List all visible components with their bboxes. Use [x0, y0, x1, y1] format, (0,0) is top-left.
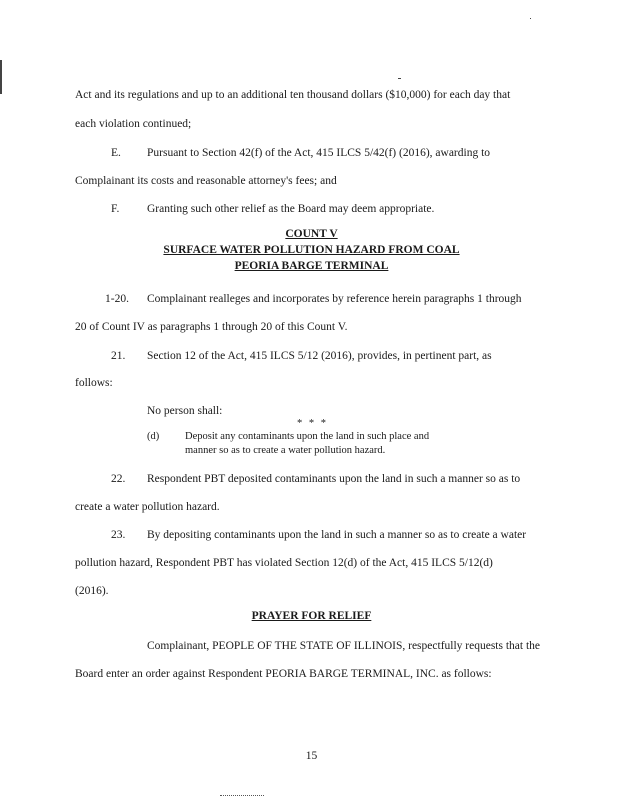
item-f-label: F. — [111, 203, 120, 215]
para-21-text-2: follows: — [75, 377, 113, 389]
para-22-text-2: create a water pollution hazard. — [75, 501, 220, 513]
quote-intro: No person shall: — [147, 405, 223, 417]
quote-item-text-2: manner so as to create a water pollution hazard. — [185, 445, 386, 456]
footer-rule — [220, 795, 264, 797]
prayer-text-2: Board enter an order against Respondent PEORIA BARGE TERMINAL, INC. as follows: — [75, 668, 492, 680]
quote-item-text-1: Deposit any contaminants upon the land in such place and — [185, 431, 430, 442]
item-f-text: Granting such other relief as the Board may deem appropriate. — [147, 203, 435, 215]
quote-item-label: (d) — [147, 431, 160, 442]
scan-mark-dot-2 — [530, 18, 531, 19]
para-23-text-2: pollution hazard, Respondent PBT has violated Section 12(d) of the Act, 415 ILCS 5/12(d) — [75, 557, 493, 569]
para-23-label: 23. — [111, 529, 126, 541]
body-line-4: Complainant its costs and reasonable attorney's fees; and — [75, 175, 337, 187]
prayer-text-1: Complainant, PEOPLE OF THE STATE OF ILLINOIS, respectfully requests that the — [147, 640, 541, 652]
scan-mark-left — [0, 60, 2, 94]
item-e-text: Pursuant to Section 42(f) of the Act, 415 ILCS 5/42(f) (2016), awarding to — [147, 147, 491, 159]
para-22-label: 22. — [111, 473, 126, 485]
para-21-label: 21. — [111, 350, 126, 362]
quote-ellipsis: * * * — [297, 418, 328, 429]
count-heading-3: PEORIA BARGE TERMINAL — [234, 260, 389, 272]
scan-mark-dot — [398, 78, 401, 79]
para-22-text-1: Respondent PBT deposited contaminants upon the land in such a manner so as to — [147, 473, 521, 485]
para-23-text-3: (2016). — [75, 585, 109, 597]
para-1-20-text-1: Complainant realleges and incorporates by reference herein paragraphs 1 through — [147, 293, 522, 305]
para-23-text-1: By depositing contaminants upon the land in such a manner so as to create a water — [147, 529, 527, 541]
para-1-20-text-2: 20 of Count IV as paragraphs 1 through 20 of this Count V. — [75, 321, 348, 333]
count-heading-1: COUNT V — [285, 228, 338, 240]
body-line-1: Act and its regulations and up to an additional ten thousand dollars ($10,000) for each day that — [75, 89, 511, 101]
para-1-20-label: 1-20. — [105, 293, 129, 305]
item-e-label: E. — [111, 147, 121, 159]
body-line-2: each violation continued; — [75, 118, 192, 130]
prayer-heading: PRAYER FOR RELIEF — [251, 610, 372, 622]
para-21-text-1: Section 12 of the Act, 415 ILCS 5/12 (2016), provides, in pertinent part, as — [147, 350, 492, 362]
count-heading-2: SURFACE WATER POLLUTION HAZARD FROM COAL — [163, 244, 460, 256]
page-number: 15 — [305, 750, 318, 762]
